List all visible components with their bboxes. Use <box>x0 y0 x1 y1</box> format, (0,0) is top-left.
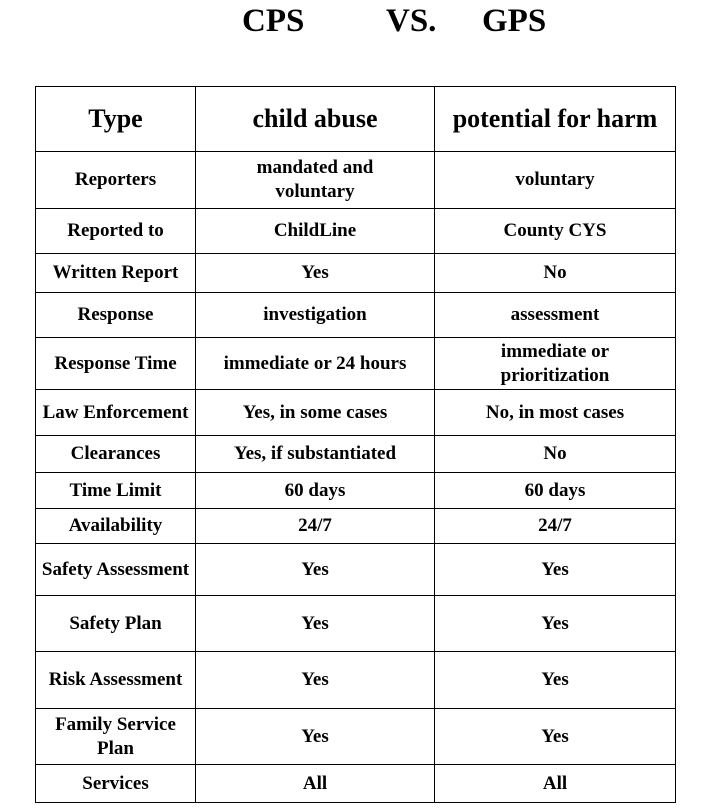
header-cell-cps: child abuse <box>196 87 435 152</box>
cps-cell: Yes, if substantiated <box>196 436 435 473</box>
cps-cell: Yes <box>196 544 435 596</box>
cps-cell: Yes, in some cases <box>196 390 435 436</box>
gps-cell: No, in most cases <box>435 390 676 436</box>
gps-cell: immediate or prioritization <box>435 338 676 390</box>
row-label: Services <box>36 765 196 803</box>
row-label: Law Enforcement <box>36 390 196 436</box>
table-row <box>36 473 676 509</box>
row-label: Written Report <box>36 254 196 293</box>
cps-cell: ChildLine <box>196 209 435 254</box>
gps-cell: County CYS <box>435 209 676 254</box>
header-cell-type: Type <box>36 87 196 152</box>
gps-cell: No <box>435 254 676 293</box>
cps-cell: immediate or 24 hours <box>196 338 435 390</box>
row-label: Reporters <box>36 152 196 209</box>
cps-cell: Yes <box>196 254 435 293</box>
cps-cell: 60 days <box>196 473 435 509</box>
page-title <box>0 0 713 50</box>
table-row <box>36 152 676 209</box>
cps-cell: mandated and voluntary <box>196 152 435 209</box>
cps-cell: investigation <box>196 293 435 338</box>
table-header-row <box>36 87 676 152</box>
row-label: Safety Plan <box>36 596 196 652</box>
row-label: Safety Assessment <box>36 544 196 596</box>
table-row <box>36 765 676 803</box>
row-label: Clearances <box>36 436 196 473</box>
gps-cell: No <box>435 436 676 473</box>
row-label: Risk Assessment <box>36 652 196 709</box>
table-row <box>36 209 676 254</box>
cps-cell: Yes <box>196 709 435 765</box>
table-row <box>36 509 676 544</box>
title-cps: CPS <box>242 3 305 39</box>
gps-cell: Yes <box>435 596 676 652</box>
row-label: Response <box>36 293 196 338</box>
title-vs: VS. <box>386 3 437 39</box>
row-label: Response Time <box>36 338 196 390</box>
gps-cell: Yes <box>435 544 676 596</box>
table-row <box>36 544 676 596</box>
table-row <box>36 254 676 293</box>
table-row <box>36 436 676 473</box>
table-row <box>36 652 676 709</box>
gps-cell: 60 days <box>435 473 676 509</box>
row-label: Family Service Plan <box>36 709 196 765</box>
gps-cell: assessment <box>435 293 676 338</box>
gps-cell: voluntary <box>435 152 676 209</box>
row-label: Availability <box>36 509 196 544</box>
table-row <box>36 596 676 652</box>
cps-cell: Yes <box>196 596 435 652</box>
gps-cell: 24/7 <box>435 509 676 544</box>
table-row <box>36 390 676 436</box>
table-row <box>36 338 676 390</box>
table-row <box>36 293 676 338</box>
row-label: Reported to <box>36 209 196 254</box>
cps-cell: 24/7 <box>196 509 435 544</box>
gps-cell: All <box>435 765 676 803</box>
gps-cell: Yes <box>435 652 676 709</box>
table-row <box>36 709 676 765</box>
cps-cell: All <box>196 765 435 803</box>
gps-cell: Yes <box>435 709 676 765</box>
title-gps: GPS <box>482 3 547 39</box>
cps-cell: Yes <box>196 652 435 709</box>
header-cell-gps: potential for harm <box>435 87 676 152</box>
row-label: Time Limit <box>36 473 196 509</box>
comparison-table <box>35 86 676 803</box>
